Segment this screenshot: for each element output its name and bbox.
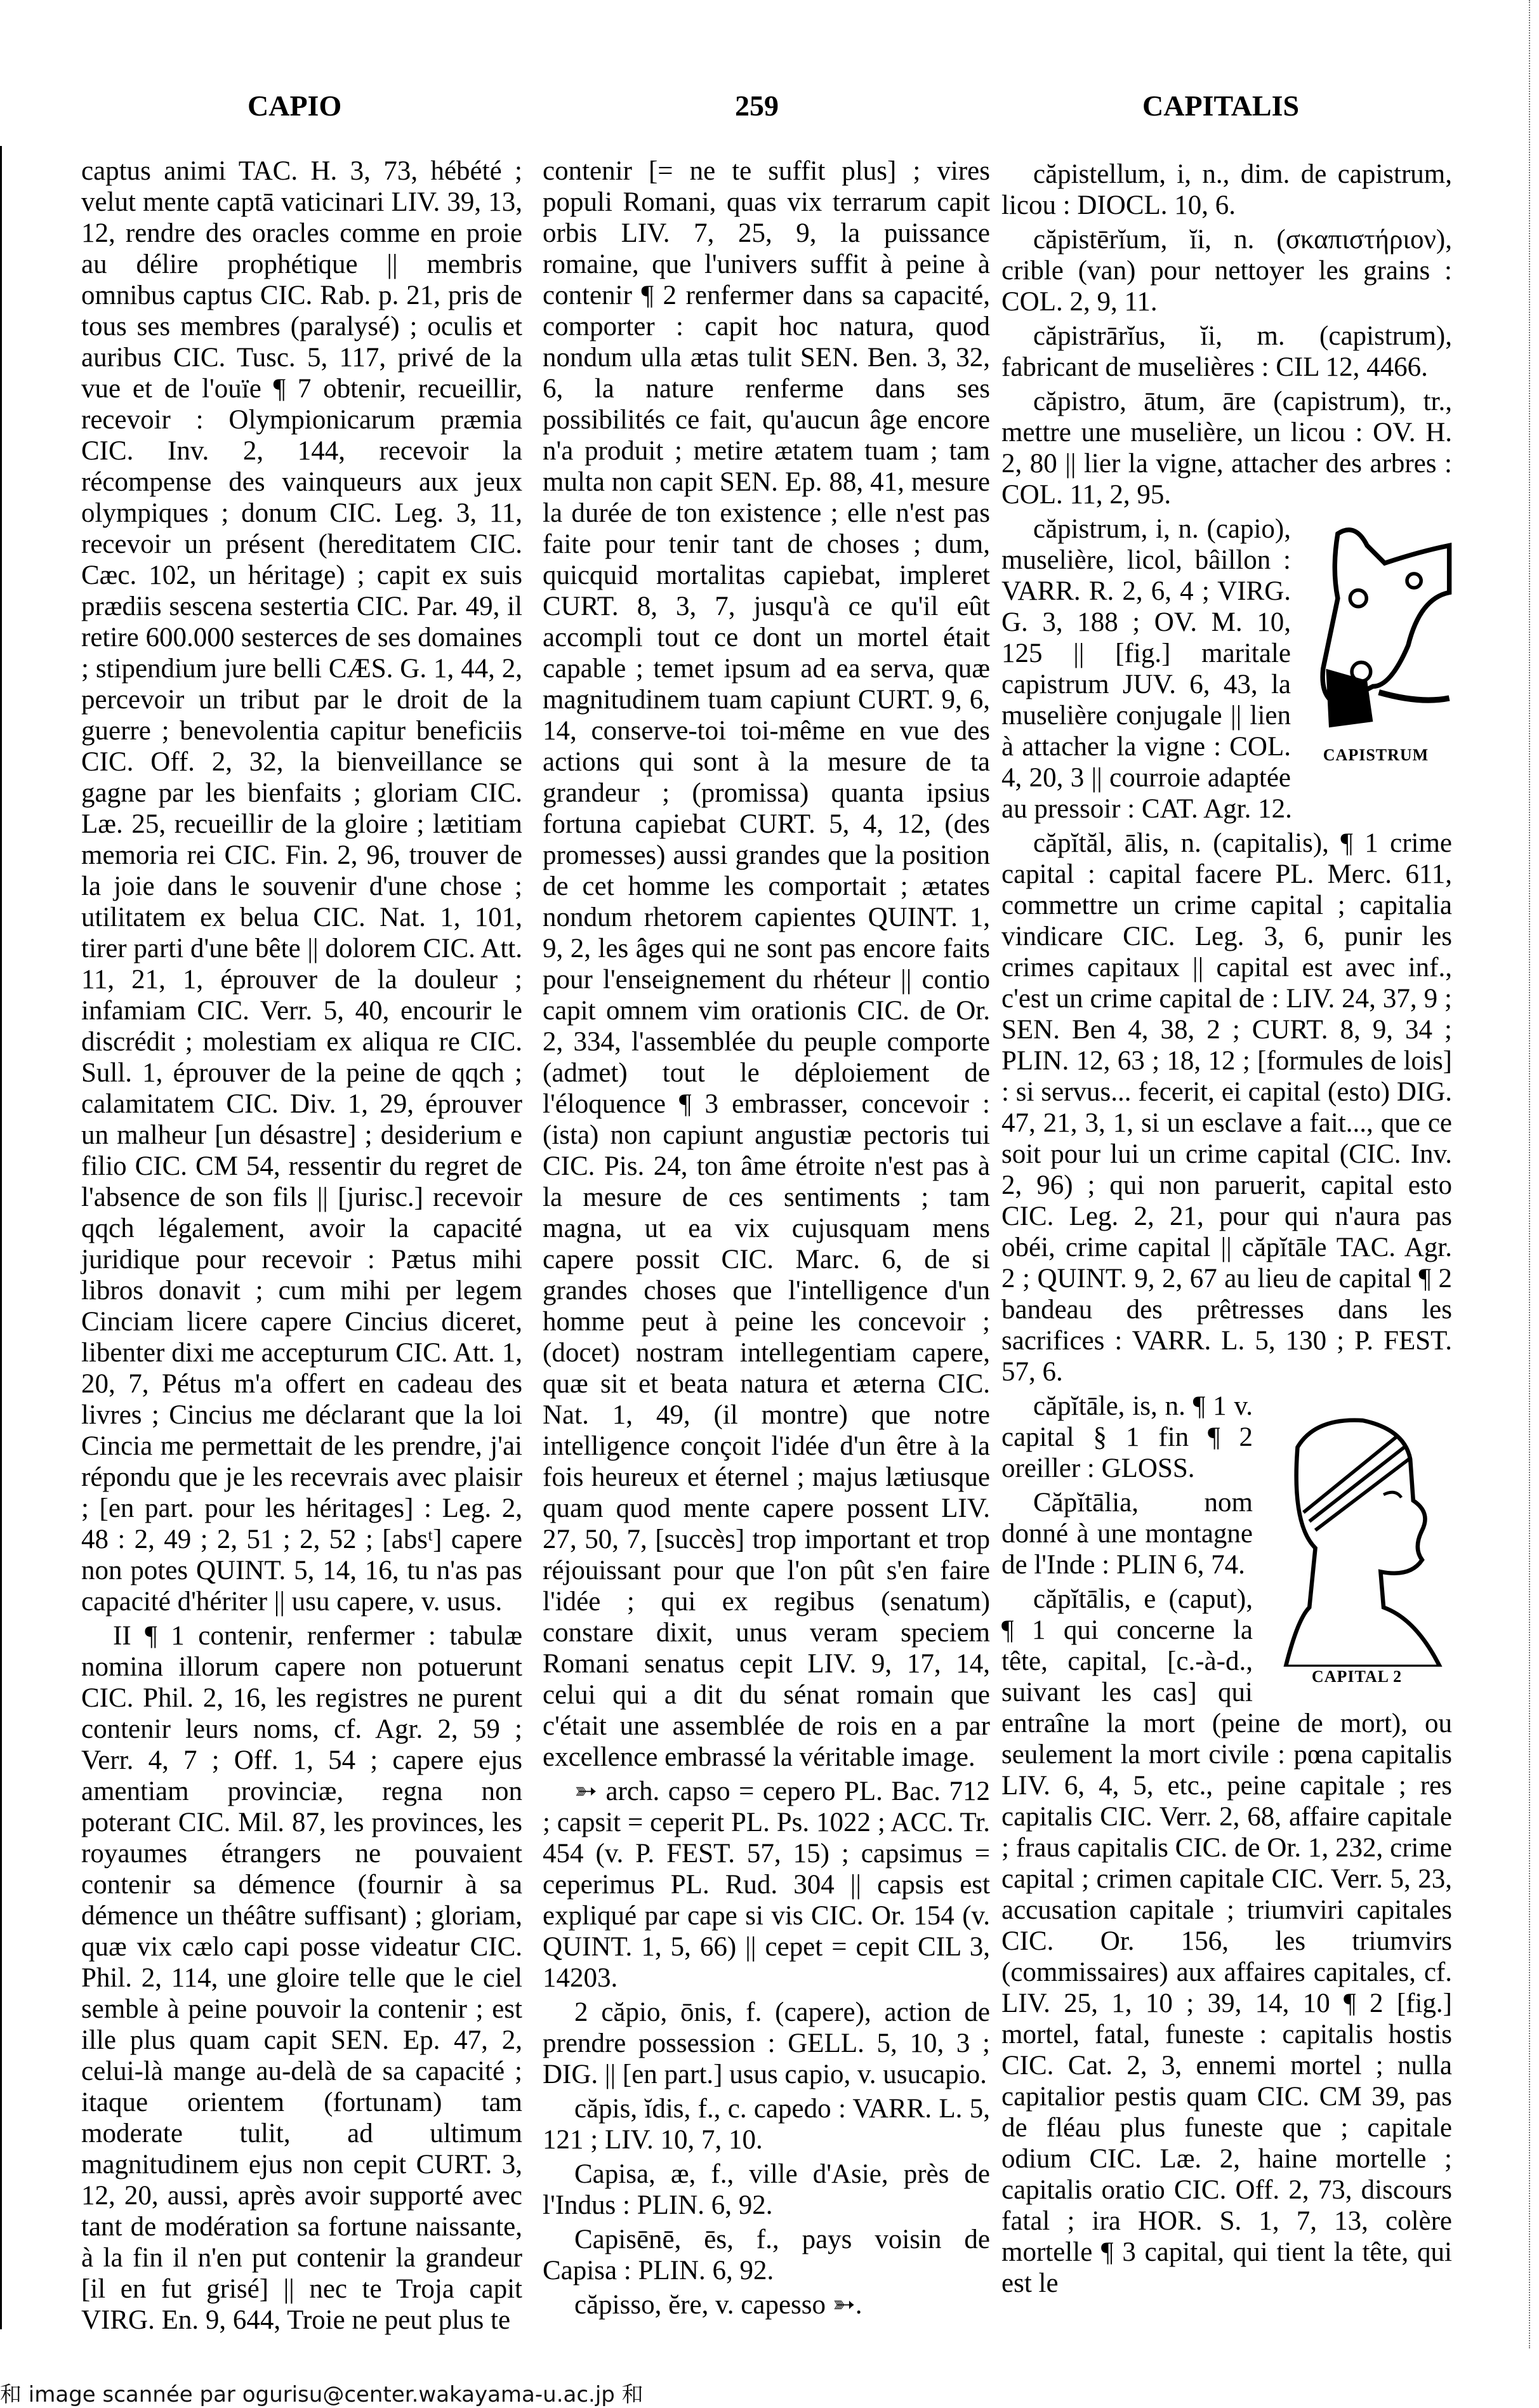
entry-capitalis: căpĭtālis, e (caput), ¶ 1 qui concerne la tête, capital, [c.-à-d., suivant les cas] qui entraîne la mort (peine de mort), ou seulement la mort civile : pœna capitalis LIV. 6, 4, 5, etc., peine capitale ; res capitalis CIC. Verr. 2, 68, affaire capitale ; fraus capitalis CIC. de Or. 1, 232, crime capital ; crimen capitale CIC. Verr. 5, 23, accusation capitale ; triumviri capitales CIC. Or. 156, les triumvirs (commissaires) aux affaires capitales, cf. LIV. 25, 1, 10 ; 39, 14, 10 ¶ 2 [fig.] mortel, fatal, funeste : capitalis hostis CIC. Cat. 2, 3, ennemi mortel ; nulla capitalior pestis quam CIC. CM 39, pas de fléau plus funeste que ; capitale odium CIC. Læ. 2, haine mortelle ; capitalis oratio CIC. Off. 2, 73, discours fatal ; ira HOR. S. 1, 7, 13, colère mortelle ¶ 3 capital, qui tient la tête, qui est le [1001,1584,1452,2298]
entry-capistrum: căpistrum, i, n. (capio), muselière, licol, bâillon : VARR. R. 2, 6, 4 ; VIRG. G. 3, 188 ; OV. M. 10, 125 || [fig.] maritale capistrum JUV. 6, 43, la muselière conjugale || lien à attacher la vigne : COL. 4, 20, 3 || courroie adaptée au pressoir : CAT. Agr. 12. [1001,514,1292,824]
entry-paragraph: II ¶ 1 contenir, renfermer : tabulæ nomina illorum capere non potuerunt CIC. Phil. 2, 16, les registres ne purent contenir leurs noms, cf. Agr. 2, 59 ; Verr. 4, 7 ; Off. 1, 54 ; capere ejus amentiam provinciæ, regna non poterant CIC. Mil. 87, les provinces, les royaumes étrangers ne pouvaient contenir sa démence (fournir à sa démence un théâtre suffisant) ; gloriam, quæ vix cælo capi posse videatur CIC. Phil. 2, 114, une gloire telle que le ciel semble à peine pouvoir la contenir ; est ille plus quam capit SEN. Ep. 47, 2, celui-là mange au-delà de sa capacité ; itaque orientem (fortunam) tam moderate tulit, ad ultimum magnitudinem ejus non cepit CURT. 3, 12, 20, aussi, après avoir supporté avec tant de modération sa fortune naissante, à la fin il n'en put contenir la grandeur [il en fut grisé] || nec te Troja capit VIRG. En. 9, 644, Troie ne peut plus te [81,1621,522,2335]
scan-credit-footer: 和 image scannée par ogurisu@center.wakayama-u.ac.jp 和 [0,2382,644,2407]
column-middle [543,155,990,2320]
entry-capisene: Capisēnē, ēs, f., pays voisin de Capisa : PLIN. 6, 92. [543,2225,990,2286]
entry-capisterium: căpistērĭum, ĭi, n. (σκαπιστήριον), crible (van) pour nettoyer les grains : COL. 2, 9, 11. [1001,225,1452,317]
entry-paragraph: captus animi TAC. H. 3, 73, hébété ; velut mente captā vaticinari LIV. 39, 13, 12, rendre des oracles comme en proie au délire prophétique || membris omnibus captus CIC. Rab. p. 21, pris de tous ses membres (paralysé) ; oculis et auribus CIC. Tusc. 5, 117, privé de la vue et de l'ouïe ¶ 7 obtenir, recueillir, recevoir : Olympionicarum præmia CIC. Inv. 2, 144, recevoir la récompense des vainqueurs aux jeux olympiques ; donum CIC. Leg. 3, 11, recevoir un présent (hereditatem CIC. Cæc. 102, un héritage) ; capit ex suis prædiis sescena sestertia CIC. Par. 49, il retire 600.000 sesterces de ses domaines ; stipendium jure belli CÆS. G. 1, 44, 2, percevoir un tribut par le droit de la guerre ; benevolentia capitur beneficiis CIC. Off. 2, 32, la bienveillance se gagne par les bienfaits ; gloriam CIC. Læ. 25, recueillir de la gloire ; lætitiam memoria rei CIC. Fin. 2, 96, trouver de la joie dans le souvenir d'une chose ; utilitatem ex belua CIC. Nat. 1, 101, tirer parti d'une bête || dolorem CIC. Att. 11, 21, 1, éprouver de la douleur ; infamiam CIC. Verr. 5, 40, encourir le discrédit ; molestiam ex aliqua re CIC. Sull. 1, éprouver de la peine de qqch ; calamitatem CIC. Div. 1, 29, éprouver un malheur [un désastre] ; desiderium e filio CIC. CM 54, ressentir du regret de l'absence de son fils || [jurisc.] recevoir qqch légalement, avoir la capacité juridique pour recevoir : Pætus mihi libros donavit ; cum mihi per legem Cinciam licere capere Cincius diceret, libenter dixi me accepturum CIC. Att. 1, 20, 7, Pétus m'a offert en cadeau des livres ; Cincius me déclarant que la loi Cincia me permettait de les prendre, j'ai répondu que je les recevrais avec plaisir ; [en part. pour les héritages] : Leg. 2, 48 : 2, 49 ; 2, 51 ; 2, 52 ; [absᵗ] capere non potes QUINT. 5, 14, 16, tu n'as pas capacité d'hériter || usu capere, v. usus. [81,156,522,1617]
page-border [0,146,2,2329]
horse-head-muzzle-icon [1300,510,1452,745]
entry-capisa: Capisa, æ, f., ville d'Asie, près de l'Indus : PLIN. 6, 92. [543,2159,990,2220]
header-right-guide-word: CAPITALIS [1142,89,1300,122]
entry-capitale: căpĭtāle, is, n. ¶ 1 v. capital § 1 fin ¶ 2 oreiller : GLOSS. [1001,1391,1253,1483]
entry-capisso: căpisso, ĕre, v. capesso ➳. [574,2290,862,2320]
entry-capitalia: Căpĭtālia, nom donné à une montagne de l'Inde : PLIN 6, 74. [1001,1488,1253,1580]
column-left [81,155,522,2336]
scan-edge [1528,0,1530,2348]
page-number: 259 [735,89,779,122]
figure-caption: CAPITAL 2 [1311,1667,1403,1686]
illustration-capital-headband [1262,1394,1452,1692]
entry-capis: căpis, ĭdis, f., c. capedo : VARR. L. 5, 121 ; LIV. 10, 7, 10. [543,2094,990,2155]
entry-capio-2: 2 căpio, ōnis, f. (capere), action de prendre possession : GELL. 5, 10, 3 ; DIG. || [en part.] usus capio, v. usucapio. [543,1997,990,2089]
illustration-capistrum [1300,510,1452,771]
entry-paragraph: contenir [= ne te suffit plus] ; vires populi Romani, quas vix terrarum capit orbis LIV. 7, 25, 9, la puissance romaine, que l'univers suffit à peine à contenir ¶ 2 renfermer dans sa capacité, comporter : capit hoc natura, quod nondum ulla ætas tulit SEN. Ben. 3, 32, 6, la nature renferme dans ses possibilités ce fait, qu'aucun âge encore n'a produit ; metire ætatem tuam ; tam multa non capit SEN. Ep. 88, 41, mesure la durée de ton existence ; elle n'est pas faite pour tenir tant de choses ; dum, quicquid mortalitas capiebat, impleret CURT. 8, 3, 7, jusqu'à ce qu'il eût accompli tout ce dont un mortel était capable ; temet ipsum ad ea serva, quæ magnitudinem tuam capiunt CURT. 9, 6, 14, conserve-toi toi-même en vue des actions qui sont à la mesure de ta grandeur ; (promissa) quanta ipsius fortuna capiebat CURT. 5, 4, 12, (des promesses) aussi grandes que la position de cet homme les comportait ; ætates nondum rhetorem capientes QUINT. 1, 9, 2, les âges qui ne sont pas encore faits pour l'enseignement du rhéteur || contio capit omnem vim orationis CIC. de Or. 2, 334, l'assemblée du peuple comporte (admet) tout le déploiement de l'éloquence ¶ 3 embrasser, concevoir : (ista) non capiunt angustiæ pectoris tui CIC. Pis. 24, ton âme étroite n'est pas à la mesure de ces sentiments ; tam magna, ut ea vix cujusquam mens capere possit CIC. Marc. 6, de si grandes choses que l'intelligence d'un homme peut à peine les concevoir ; (docet) nostram intellegentiam capere, quæ sit et beata natura et æterna CIC. Nat. 1, 49, (il montre) que notre intelligence conçoit l'idée d'un être à la fois heureux et éternel ; majus lætiusque quam quod mente capere possent LIV. 27, 50, 7, [succès] trop important et trop réjouissant pour que l'on pût s'en faire l'idée ; qui ex regibus (senatum) constare dixit, unus veram speciem Romani senatus cepit LIV. 9, 17, 14, celui qui a dit du sénat romain que c'était une assemblée de rois en a par excellence embrassé la véritable image. [543,156,990,1772]
column-right [1001,155,1452,2299]
entry-paragraph: ➳ arch. capso = cepero PL. Bac. 712 ; capsit = ceperit PL. Ps. 1022 ; ACC. Tr. 454 (v. P. FEST. 57, 15) ; capsimus = ceperimus PL. Rud. 304 || capsis est expliqué par cape si vis CIC. Or. 154 (v. QUINT. 1, 5, 66) || cepet = cepit CIL 3, 14203. [543,1776,990,1993]
priestess-profile-icon [1262,1394,1452,1667]
running-header [0,89,1539,133]
header-left-guide-word: CAPIO [248,89,342,122]
entry-capistro: căpistro, ātum, āre (capistrum), tr., mettre une muselière, un licou : OV. H. 2, 80 || lier la vigne, attacher des arbres : COL. 11, 2, 95. [1001,387,1452,510]
figure-caption: CAPISTRUM [1323,746,1429,764]
entry-capistrarius: căpistrārĭus, ĭi, m. (capistrum), fabricant de muselières : CIL 12, 4466. [1001,321,1452,382]
entry-capistellum: căpistellum, i, n., dim. de capistrum, licou : DIOCL. 10, 6. [1001,159,1452,220]
entry-capital: căpĭtăl, ālis, n. (capitalis), ¶ 1 crime capital : capital facere PL. Merc. 611, commettre un crime capital ; capitalia vindicare CIC. Leg. 3, 6, punir les crimes capitaux || capital est avec inf., c'est un crime capital de : LIV. 24, 37, 9 ; SEN. Ben 4, 38, 2 ; CURT. 8, 9, 34 ; PLIN. 12, 63 ; 18, 12 ; [formules de lois] : si servus... fecerit, ei capital (esto) DIG. 47, 21, 3, 1, si un esclave a fait..., que ce soit pour lui un crime capital (CIC. Inv. 2, 96) ; qui non paruerit, capital esto CIC. Leg. 2, 21, pour qui n'aura pas obéi, crime capital || căpĭtāle TAC. Agr. 2 ; QUINT. 9, 2, 67 au lieu de capital ¶ 2 bandeau des prêtresses dans les sacrifices : VARR. L. 5, 130 ; P. FEST. 57, 6. [1001,828,1452,1387]
